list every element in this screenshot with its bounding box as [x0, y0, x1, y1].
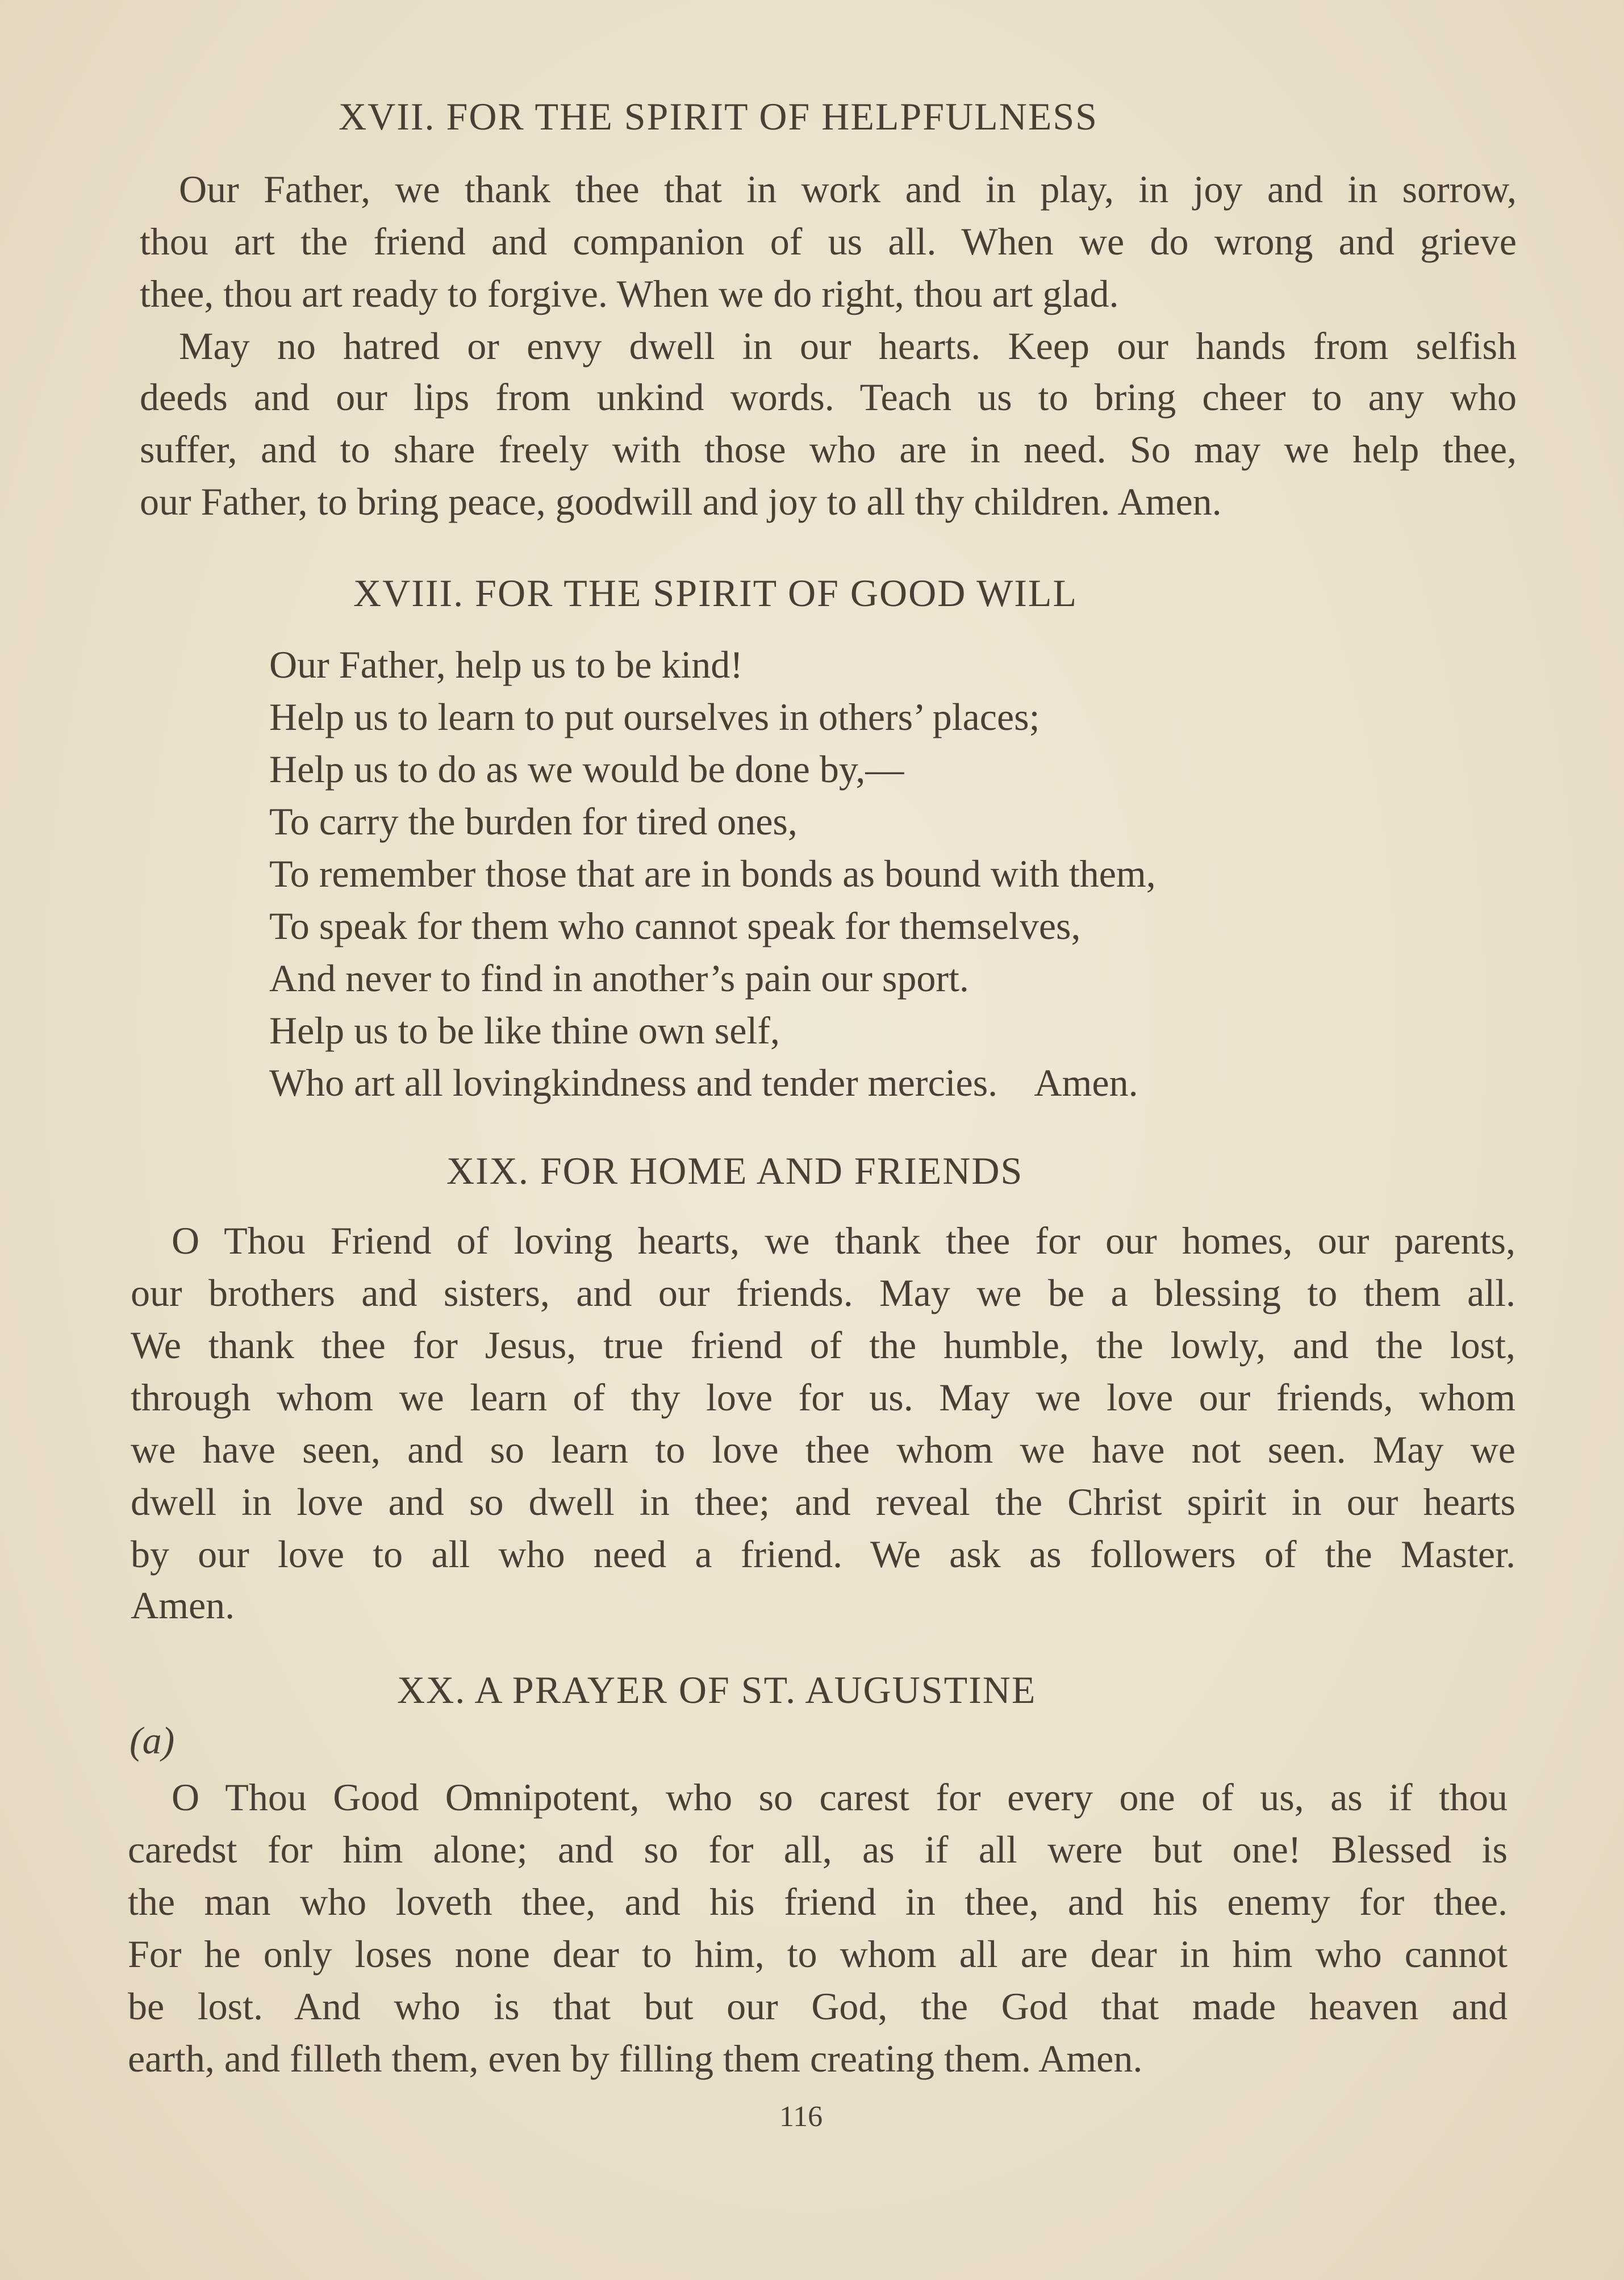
heading-xx: XX. A PRAYER OF ST. AUGUSTINE	[397, 1668, 1037, 1711]
text-line: thee, thou art ready to forgive. When we do right, thou art glad.	[140, 272, 1119, 315]
text-line: we have seen, and so learn to love thee whom we have not seen. May we	[131, 1428, 1516, 1471]
page-number: 116	[779, 2101, 823, 2133]
verse-line: Help us to be like thine own self,	[269, 1009, 780, 1052]
text-line: For he only loses none dear to him, to whom all are dear in him who cannot	[128, 1932, 1508, 1976]
text-line: our brothers and sisters, and our friends. May we be a blessing to them all.	[131, 1271, 1516, 1314]
heading-xix: XIX. FOR HOME AND FRIENDS	[446, 1149, 1024, 1192]
verse-line: To remember those that are in bonds as bound with them,	[269, 852, 1156, 895]
text-line: be lost. And who is that but our God, the God that made heaven and	[128, 1985, 1508, 2028]
verse-line: And never to find in another’s pain our sport.	[269, 957, 969, 1000]
verse-line: Help us to learn to put ourselves in others’ places;	[269, 695, 1040, 738]
text-line: suffer, and to share freely with those who are in need. So may we help thee,	[140, 428, 1517, 471]
text-line: May no hatred or envy dwell in our hearts. Keep our hands from selfish	[179, 324, 1517, 368]
text-line: Amen.	[131, 1584, 235, 1627]
heading-xviii: XVIII. FOR THE SPIRIT OF GOOD WILL	[353, 571, 1078, 615]
text-line: by our love to all who need a friend. We ask as followers of the Master.	[131, 1532, 1516, 1576]
verse-line: Who art all lovingkindness and tender mercies. Amen.	[269, 1061, 1138, 1104]
verse-line: To speak for them who cannot speak for themselves,	[269, 904, 1081, 947]
text-line: Our Father, we thank thee that in work and in play, in joy and in sorrow,	[179, 168, 1517, 211]
subsection-marker: (a)	[130, 1719, 175, 1762]
verse-line: Help us to do as we would be done by,—	[269, 748, 904, 791]
text-line: O Thou Good Omnipotent, who so carest for every one of us, as if thou	[172, 1776, 1508, 1819]
verse-line: Our Father, help us to be kind!	[269, 643, 743, 686]
text-line: the man who loveth thee, and his friend in thee, and his enemy for thee.	[128, 1880, 1508, 1923]
heading-xvii: XVII. FOR THE SPIRIT OF HELPFULNESS	[339, 95, 1098, 138]
text-line: caredst for him alone; and so for all, as if all were but one! Blessed is	[128, 1828, 1508, 1871]
text-line: We thank thee for Jesus, true friend of the humble, the lowly, and the lost,	[131, 1323, 1516, 1367]
text-line: thou art the friend and companion of us all. When we do wrong and grieve	[140, 220, 1517, 263]
text-line: through whom we learn of thy love for us. May we love our friends, whom	[131, 1376, 1516, 1419]
text-line: deeds and our lips from unkind words. Teach us to bring cheer to any who	[140, 375, 1517, 419]
text-line: our Father, to bring peace, goodwill and joy to all thy children. Amen.	[140, 480, 1222, 523]
text-line: O Thou Friend of loving hearts, we thank thee for our homes, our parents,	[172, 1219, 1516, 1262]
verse-line: To carry the burden for tired ones,	[269, 800, 798, 843]
text-line: dwell in love and so dwell in thee; and reveal the Christ spirit in our hearts	[131, 1480, 1516, 1523]
text-line: earth, and filleth them, even by filling them creating them. Amen.	[128, 2037, 1143, 2080]
